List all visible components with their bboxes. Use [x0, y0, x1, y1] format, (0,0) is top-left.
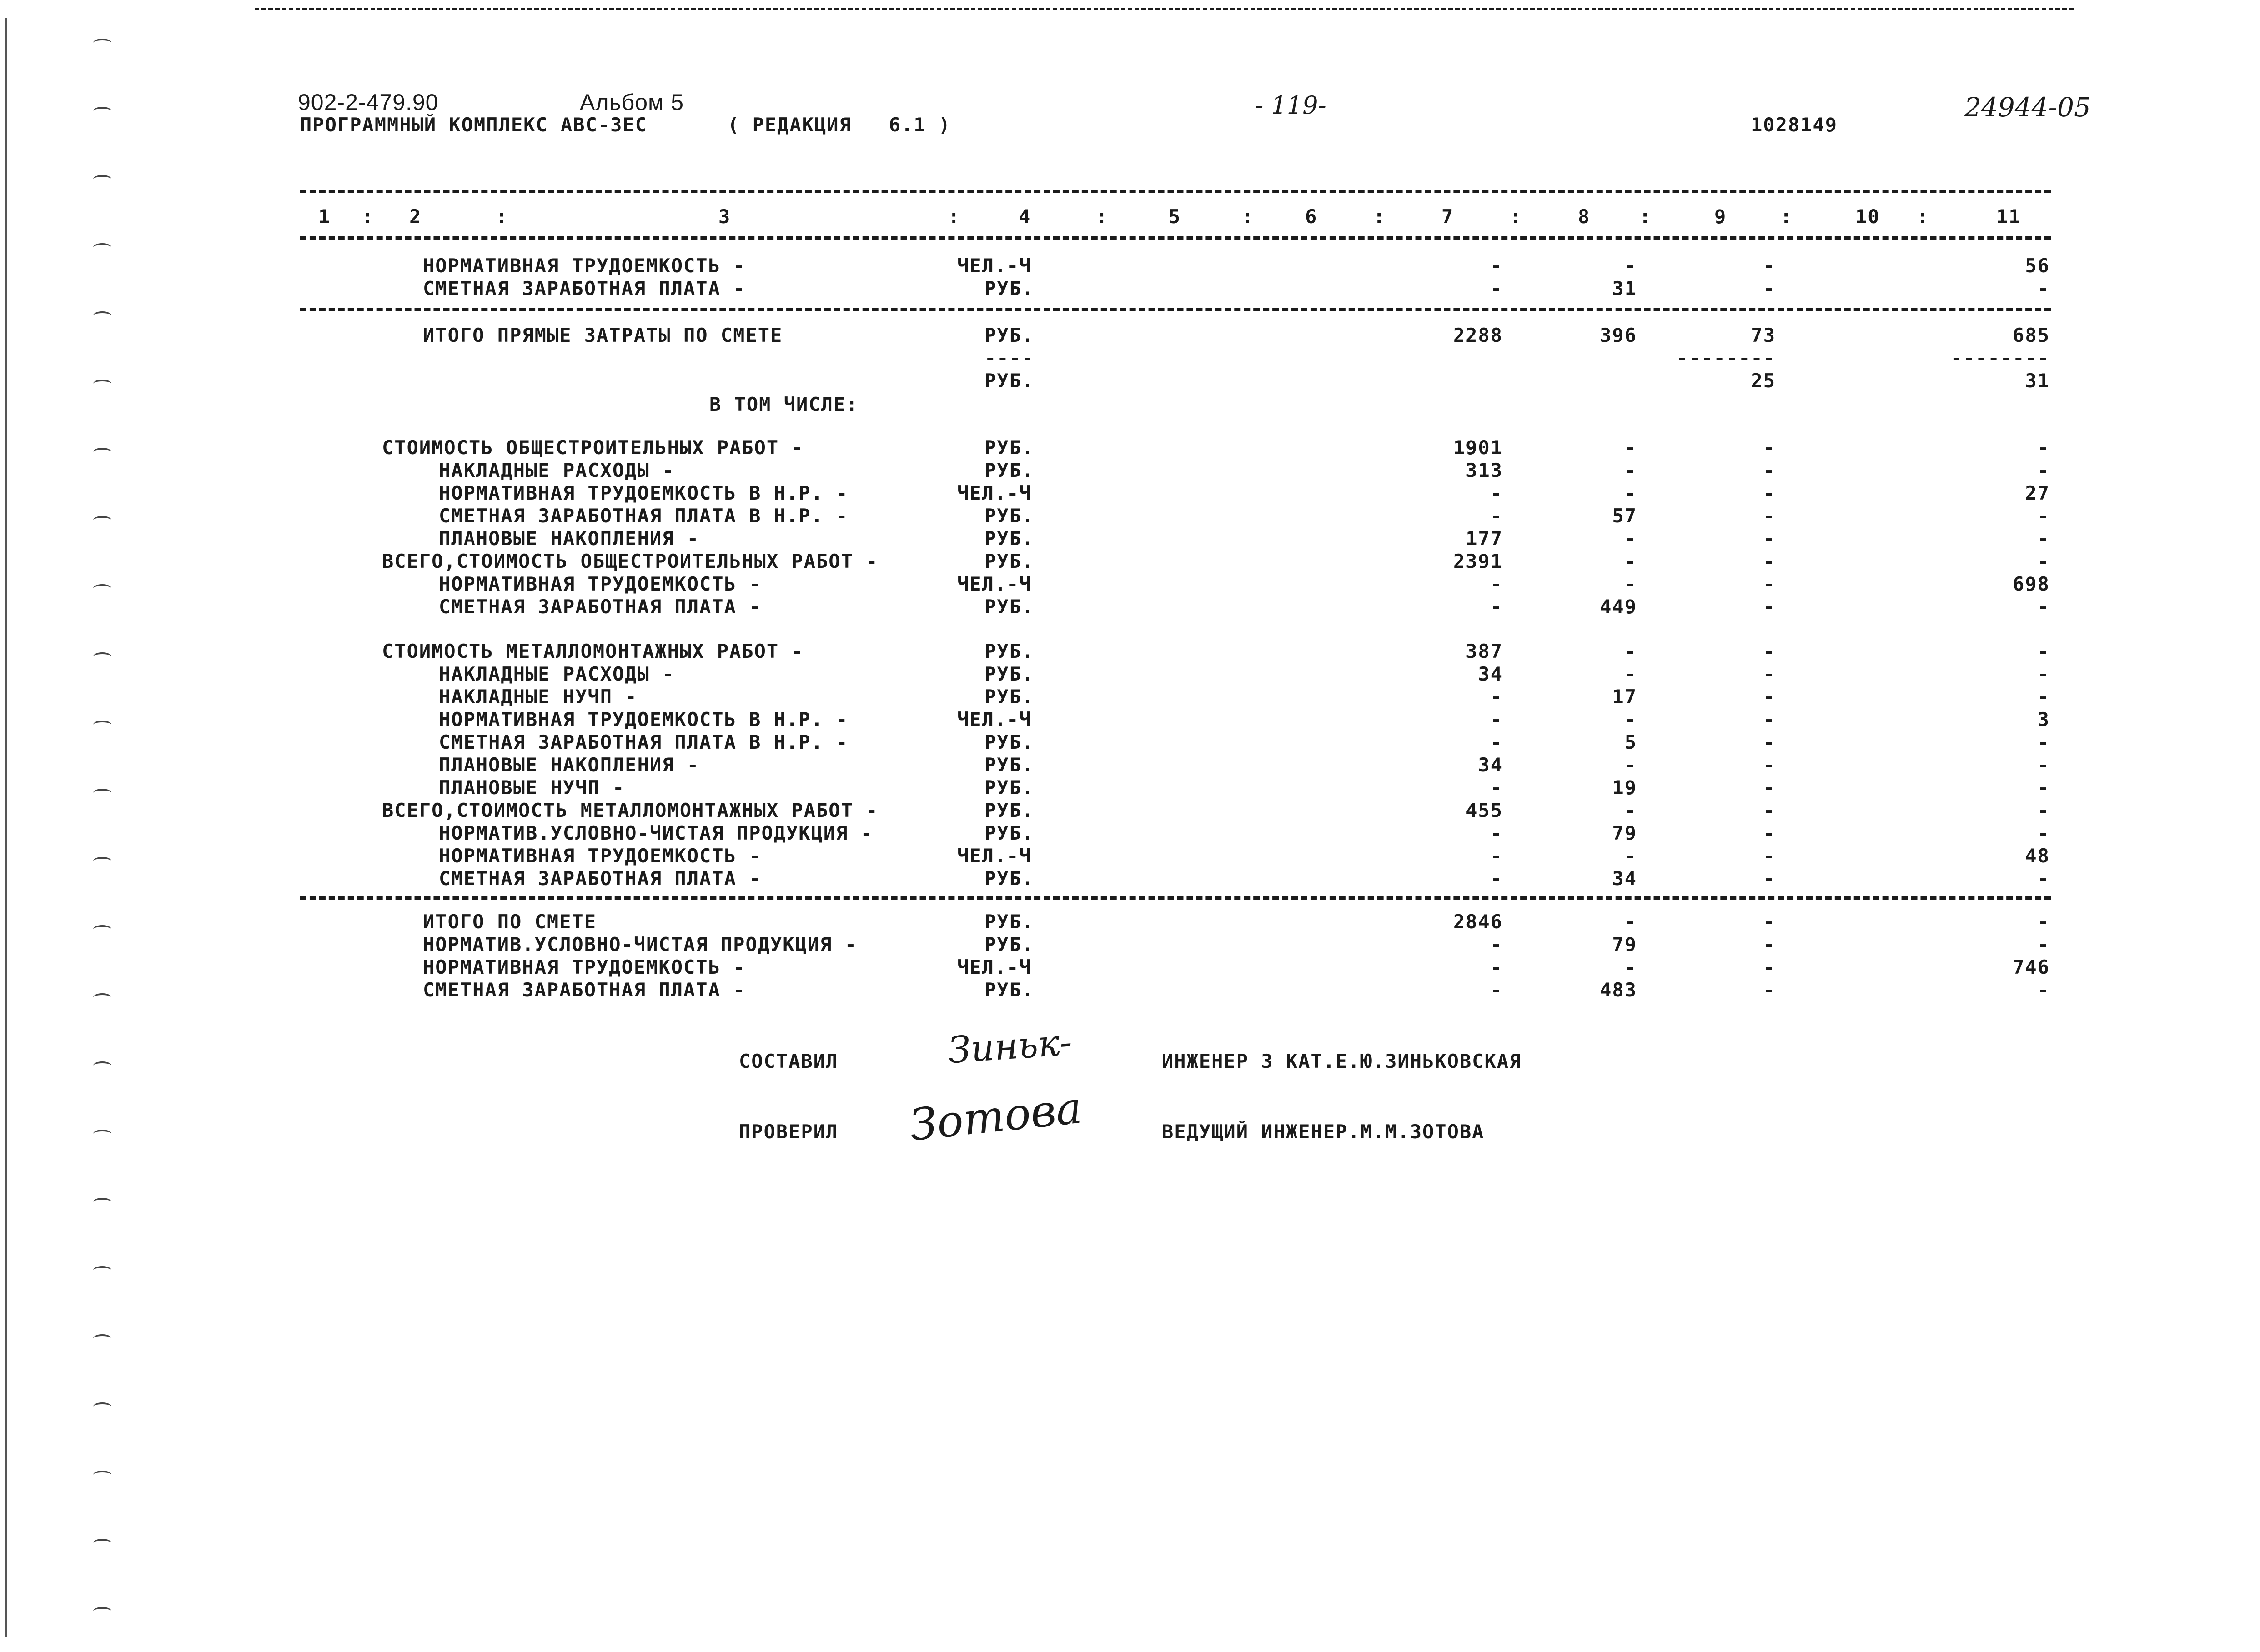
cell-col9: - — [1763, 956, 1776, 978]
row-unit: РУБ. — [984, 979, 1035, 1001]
cell-col8: - — [1624, 845, 1637, 867]
row-unit: РУБ. — [984, 822, 1035, 844]
cell-col11: - — [2037, 277, 2050, 300]
cell-col11: - — [2037, 686, 2050, 708]
cell-col11: 698 — [2013, 573, 2050, 595]
cell-col8: - — [1624, 527, 1637, 550]
cell-col11: - — [2037, 933, 2050, 956]
cell-col11: - — [2037, 663, 2050, 685]
row-unit: ---- — [984, 347, 1035, 369]
cell-col8: - — [1624, 663, 1637, 685]
cell-col11: - — [2037, 436, 2050, 459]
margin-hole-mark — [93, 584, 111, 592]
cell-col9: - — [1763, 482, 1776, 504]
cell-col8: - — [1624, 799, 1637, 821]
cell-col7: - — [1490, 956, 1503, 978]
row-label: СМЕТНАЯ ЗАРАБОТНАЯ ПЛАТА - — [439, 596, 762, 618]
cell-col8: - — [1624, 754, 1637, 776]
row-unit: ЧЕЛ.-Ч — [957, 956, 1032, 978]
cell-col11: 27 — [2025, 482, 2050, 504]
cell-col9: - — [1763, 255, 1776, 277]
row-label: ИТОГО ПО СМЕТЕ — [423, 911, 597, 933]
column-separator: : — [948, 205, 961, 228]
row-label: СМЕТНАЯ ЗАРАБОТНАЯ ПЛАТА - — [423, 979, 746, 1001]
row-unit: РУБ. — [984, 911, 1035, 933]
margin-hole-mark — [93, 1198, 111, 1206]
column-separator: : — [1639, 205, 1652, 228]
column-number-10: 10 — [1855, 205, 1880, 228]
margin-hole-mark — [93, 380, 111, 388]
row-label: НАКЛАДНЫЕ РАСХОДЫ - — [439, 459, 675, 481]
margin-hole-mark — [93, 925, 111, 933]
cell-col11: - — [2037, 640, 2050, 662]
cell-col11: - — [2037, 822, 2050, 844]
cell-col8: - — [1624, 911, 1637, 933]
row-label: НОРМАТИВНАЯ ТРУДОЕМКОСТЬ - — [423, 255, 746, 277]
margin-hole-mark — [93, 1061, 111, 1070]
row-label: НОРМАТИВНАЯ ТРУДОЕМКОСТЬ - — [439, 573, 762, 595]
row-unit: ЧЕЛ.-Ч — [957, 708, 1032, 731]
row-label: СТОИМОСТЬ МЕТАЛЛОМОНТАЖНЫХ РАБОТ - — [382, 640, 804, 662]
row-unit: РУБ. — [984, 731, 1035, 753]
row-unit: РУБ. — [984, 459, 1035, 481]
cell-col9: - — [1763, 911, 1776, 933]
row-label: ИТОГО ПРЯМЫЕ ЗАТРАТЫ ПО СМЕТЕ — [423, 324, 783, 346]
row-unit: РУБ. — [984, 776, 1035, 799]
row-unit: РУБ. — [984, 505, 1035, 527]
column-separator: : — [362, 205, 374, 228]
cell-col9: - — [1763, 277, 1776, 300]
cell-col8: 57 — [1612, 505, 1637, 527]
row-unit: РУБ. — [984, 324, 1035, 346]
margin-hole-mark — [93, 789, 111, 797]
cell-col9: - — [1763, 731, 1776, 753]
cell-col8: 17 — [1612, 686, 1637, 708]
row-unit: РУБ. — [984, 799, 1035, 821]
cell-col8: - — [1624, 482, 1637, 504]
cell-col9: - — [1763, 527, 1776, 550]
margin-hole-mark — [93, 1539, 111, 1547]
row-unit: РУБ. — [984, 550, 1035, 572]
column-separator: : — [1096, 205, 1109, 228]
column-number-11: 11 — [1996, 205, 2021, 228]
cell-col7: - — [1490, 731, 1503, 753]
composed-name: ИНЖЕНЕР 3 КАТ.Е.Ю.ЗИНЬКОВСКАЯ — [1162, 1050, 1522, 1072]
margin-hole-mark — [93, 1266, 111, 1274]
cell-col9: - — [1763, 708, 1776, 731]
row-unit: РУБ. — [984, 640, 1035, 662]
margin-hole-mark — [93, 1471, 111, 1479]
row-label: НАКЛАДНЫЕ НУЧП - — [439, 686, 638, 708]
cell-col11: 31 — [2025, 370, 2050, 392]
row-unit: РУБ. — [984, 596, 1035, 618]
cell-col9: - — [1763, 459, 1776, 481]
album-label: Альбом 5 — [580, 90, 684, 115]
top-tape-edge — [255, 8, 2074, 10]
margin-hole-mark — [93, 243, 111, 251]
number-mid: 1028149 — [1751, 114, 1838, 136]
cell-col8: 19 — [1612, 776, 1637, 799]
row-label: СМЕТНАЯ ЗАРАБОТНАЯ ПЛАТА - — [439, 867, 762, 890]
cell-col8: 396 — [1600, 324, 1637, 346]
margin-hole-mark — [93, 107, 111, 115]
row-label: НОРМАТИВНАЯ ТРУДОЕМКОСТЬ В Н.Р. - — [439, 708, 849, 731]
table-top-rule — [300, 190, 2051, 193]
composed-signature: Зиньк- — [947, 1021, 1074, 1072]
cell-col8: 79 — [1612, 933, 1637, 956]
margin-hole-mark — [93, 1402, 111, 1411]
row-unit: РУБ. — [984, 933, 1035, 956]
row-unit: РУБ. — [984, 436, 1035, 459]
cell-col9: - — [1763, 663, 1776, 685]
cell-col7: - — [1490, 686, 1503, 708]
cell-col7: 2391 — [1453, 550, 1503, 572]
cell-col11: - — [2037, 731, 2050, 753]
row-unit: РУБ. — [984, 686, 1035, 708]
cell-col9: -------- — [1676, 347, 1776, 369]
composed-label: СОСТАВИЛ — [739, 1050, 839, 1072]
cell-col11: - — [2037, 527, 2050, 550]
row-label: НОРМАТИВ.УСЛОВНО-ЧИСТАЯ ПРОДУКЦИЯ - — [439, 822, 874, 844]
row-unit: РУБ. — [984, 277, 1035, 300]
column-number-7: 7 — [1441, 205, 1454, 228]
checked-signature: Зотова — [907, 1082, 1085, 1151]
row-unit: ЧЕЛ.-Ч — [957, 845, 1032, 867]
cell-col7: 1901 — [1453, 436, 1503, 459]
cell-col9: - — [1763, 933, 1776, 956]
cell-col9: - — [1763, 845, 1776, 867]
cell-col8: - — [1624, 640, 1637, 662]
cell-col7: - — [1490, 573, 1503, 595]
cell-col8: - — [1624, 573, 1637, 595]
row-label: СМЕТНАЯ ЗАРАБОТНАЯ ПЛАТА - — [423, 277, 746, 300]
cell-col11: 48 — [2025, 845, 2050, 867]
binding-edge — [5, 18, 7, 1637]
column-number-4: 4 — [1019, 205, 1031, 228]
cell-col9: - — [1763, 640, 1776, 662]
number-right: 24944-05 — [1964, 92, 2091, 123]
cell-col9: - — [1763, 867, 1776, 890]
cell-col9: 73 — [1751, 324, 1776, 346]
cell-col8: 483 — [1600, 979, 1637, 1001]
row-label: СТОИМОСТЬ ОБЩЕСТРОИТЕЛЬНЫХ РАБОТ - — [382, 436, 804, 459]
rule-before-total — [300, 896, 2051, 900]
row-label: ВСЕГО,СТОИМОСТЬ МЕТАЛЛОМОНТАЖНЫХ РАБОТ - — [382, 799, 879, 821]
row-unit: ЧЕЛ.-Ч — [957, 573, 1032, 595]
cell-col7: - — [1490, 845, 1503, 867]
cell-col8: - — [1624, 459, 1637, 481]
checked-label: ПРОВЕРИЛ — [739, 1121, 839, 1143]
cell-col7: 34 — [1478, 754, 1503, 776]
cell-col9: - — [1763, 505, 1776, 527]
column-number-6: 6 — [1305, 205, 1318, 228]
checked-name: ВЕДУЩИЙ ИНЖЕНЕР.М.М.ЗОТОВА — [1162, 1121, 1485, 1143]
margin-hole-mark — [93, 993, 111, 1001]
column-separator: : — [1373, 205, 1386, 228]
cell-col7: - — [1490, 867, 1503, 890]
row-unit: ЧЕЛ.-Ч — [957, 255, 1032, 277]
column-separator: : — [1917, 205, 1929, 228]
cell-col11: -------- — [1950, 347, 2050, 369]
cell-col7: - — [1490, 505, 1503, 527]
cell-col8: 449 — [1600, 596, 1637, 618]
row-label: ВСЕГО,СТОИМОСТЬ ОБЩЕСТРОИТЕЛЬНЫХ РАБОТ - — [382, 550, 879, 572]
column-number-9: 9 — [1714, 205, 1727, 228]
cell-col11: - — [2037, 505, 2050, 527]
cell-col7: - — [1490, 708, 1503, 731]
cell-col8: - — [1624, 708, 1637, 731]
cell-col7: 455 — [1466, 799, 1503, 821]
section-heading: В ТОМ ЧИСЛЕ: — [709, 393, 859, 416]
margin-hole-mark — [93, 652, 111, 661]
margin-hole-mark — [93, 175, 111, 183]
row-label: НОРМАТИВНАЯ ТРУДОЕМКОСТЬ - — [439, 845, 762, 867]
cell-col9: - — [1763, 776, 1776, 799]
margin-hole-mark — [93, 857, 111, 865]
row-unit: ЧЕЛ.-Ч — [957, 482, 1032, 504]
cell-col8: 34 — [1612, 867, 1637, 890]
margin-hole-mark — [93, 1334, 111, 1342]
margin-hole-mark — [93, 311, 111, 320]
cell-col8: 31 — [1612, 277, 1637, 300]
cell-col7: 2846 — [1453, 911, 1503, 933]
margin-hole-mark — [93, 516, 111, 524]
cell-col9: 25 — [1751, 370, 1776, 392]
cell-col7: 313 — [1466, 459, 1503, 481]
margin-hole-mark — [93, 1607, 111, 1615]
row-unit: РУБ. — [984, 370, 1035, 392]
cell-col7: - — [1490, 933, 1503, 956]
page-mark: - 119- — [1255, 91, 1326, 120]
edition-label: ( РЕДАКЦИЯ 6.1 ) — [728, 114, 951, 136]
cell-col8: - — [1624, 956, 1637, 978]
margin-hole-mark — [93, 448, 111, 456]
row-label: ПЛАНОВЫЕ НАКОПЛЕНИЯ - — [439, 527, 700, 550]
cell-col9: - — [1763, 979, 1776, 1001]
cell-col9: - — [1763, 550, 1776, 572]
row-unit: РУБ. — [984, 867, 1035, 890]
cell-col11: - — [2037, 754, 2050, 776]
column-separator: : — [1241, 205, 1254, 228]
cell-col11: - — [2037, 911, 2050, 933]
cell-col11: - — [2037, 799, 2050, 821]
cell-col11: - — [2037, 979, 2050, 1001]
doc-code: 902-2-479.90 — [298, 90, 439, 115]
cell-col11: - — [2037, 459, 2050, 481]
cell-col9: - — [1763, 686, 1776, 708]
cell-col8: - — [1624, 550, 1637, 572]
column-header-rule — [300, 236, 2051, 240]
margin-hole-mark — [93, 1130, 111, 1138]
cell-col7: - — [1490, 979, 1503, 1001]
row-unit: РУБ. — [984, 663, 1035, 685]
row-label: ПЛАНОВЫЕ НУЧП - — [439, 776, 625, 799]
column-number-2: 2 — [409, 205, 422, 228]
cell-col8: 5 — [1624, 731, 1637, 753]
row-unit: РУБ. — [984, 527, 1035, 550]
column-number-5: 5 — [1169, 205, 1181, 228]
cell-col11: 746 — [2013, 956, 2050, 978]
margin-hole-mark — [93, 721, 111, 729]
row-label: НОРМАТИВНАЯ ТРУДОЕМКОСТЬ - — [423, 956, 746, 978]
cell-col8: 79 — [1612, 822, 1637, 844]
cell-col7: - — [1490, 255, 1503, 277]
column-number-3: 3 — [718, 205, 731, 228]
margin-hole-mark — [93, 39, 111, 47]
row-label: СМЕТНАЯ ЗАРАБОТНАЯ ПЛАТА В Н.Р. - — [439, 731, 849, 753]
row-label: НАКЛАДНЫЕ РАСХОДЫ - — [439, 663, 675, 685]
row-label: НОРМАТИВ.УСЛОВНО-ЧИСТАЯ ПРОДУКЦИЯ - — [423, 933, 858, 956]
cell-col7: 2288 — [1453, 324, 1503, 346]
cell-col11: 3 — [2037, 708, 2050, 731]
cell-col11: - — [2037, 867, 2050, 890]
cell-col8: - — [1624, 436, 1637, 459]
column-number-8: 8 — [1578, 205, 1591, 228]
column-separator: : — [1780, 205, 1793, 228]
cell-col11: - — [2037, 550, 2050, 572]
cell-col7: 34 — [1478, 663, 1503, 685]
column-separator: : — [496, 205, 508, 228]
cell-col9: - — [1763, 822, 1776, 844]
cell-col7: 177 — [1466, 527, 1503, 550]
row-unit: РУБ. — [984, 754, 1035, 776]
column-separator: : — [1510, 205, 1522, 228]
cell-col7: - — [1490, 482, 1503, 504]
cell-col9: - — [1763, 436, 1776, 459]
cell-col9: - — [1763, 754, 1776, 776]
row-label: ПЛАНОВЫЕ НАКОПЛЕНИЯ - — [439, 754, 700, 776]
cell-col9: - — [1763, 596, 1776, 618]
cell-col7: - — [1490, 822, 1503, 844]
cell-col9: - — [1763, 799, 1776, 821]
program-complex: ПРОГРАММНЫЙ КОМПЛЕКС АВС-ЗЕС — [300, 114, 648, 136]
cell-col9: - — [1763, 573, 1776, 595]
cell-col7: - — [1490, 776, 1503, 799]
cell-col11: - — [2037, 776, 2050, 799]
cell-col8: - — [1624, 255, 1637, 277]
cell-col7: - — [1490, 596, 1503, 618]
row-label: СМЕТНАЯ ЗАРАБОТНАЯ ПЛАТА В Н.Р. - — [439, 505, 849, 527]
column-number-1: 1 — [318, 205, 331, 228]
cell-col7: - — [1490, 277, 1503, 300]
cell-col7: 387 — [1466, 640, 1503, 662]
cell-col11: 685 — [2013, 324, 2050, 346]
row-label: НОРМАТИВНАЯ ТРУДОЕМКОСТЬ В Н.Р. - — [439, 482, 849, 504]
cell-col11: - — [2037, 596, 2050, 618]
cell-col11: 56 — [2025, 255, 2050, 277]
rule-after-block1 — [300, 308, 2051, 311]
